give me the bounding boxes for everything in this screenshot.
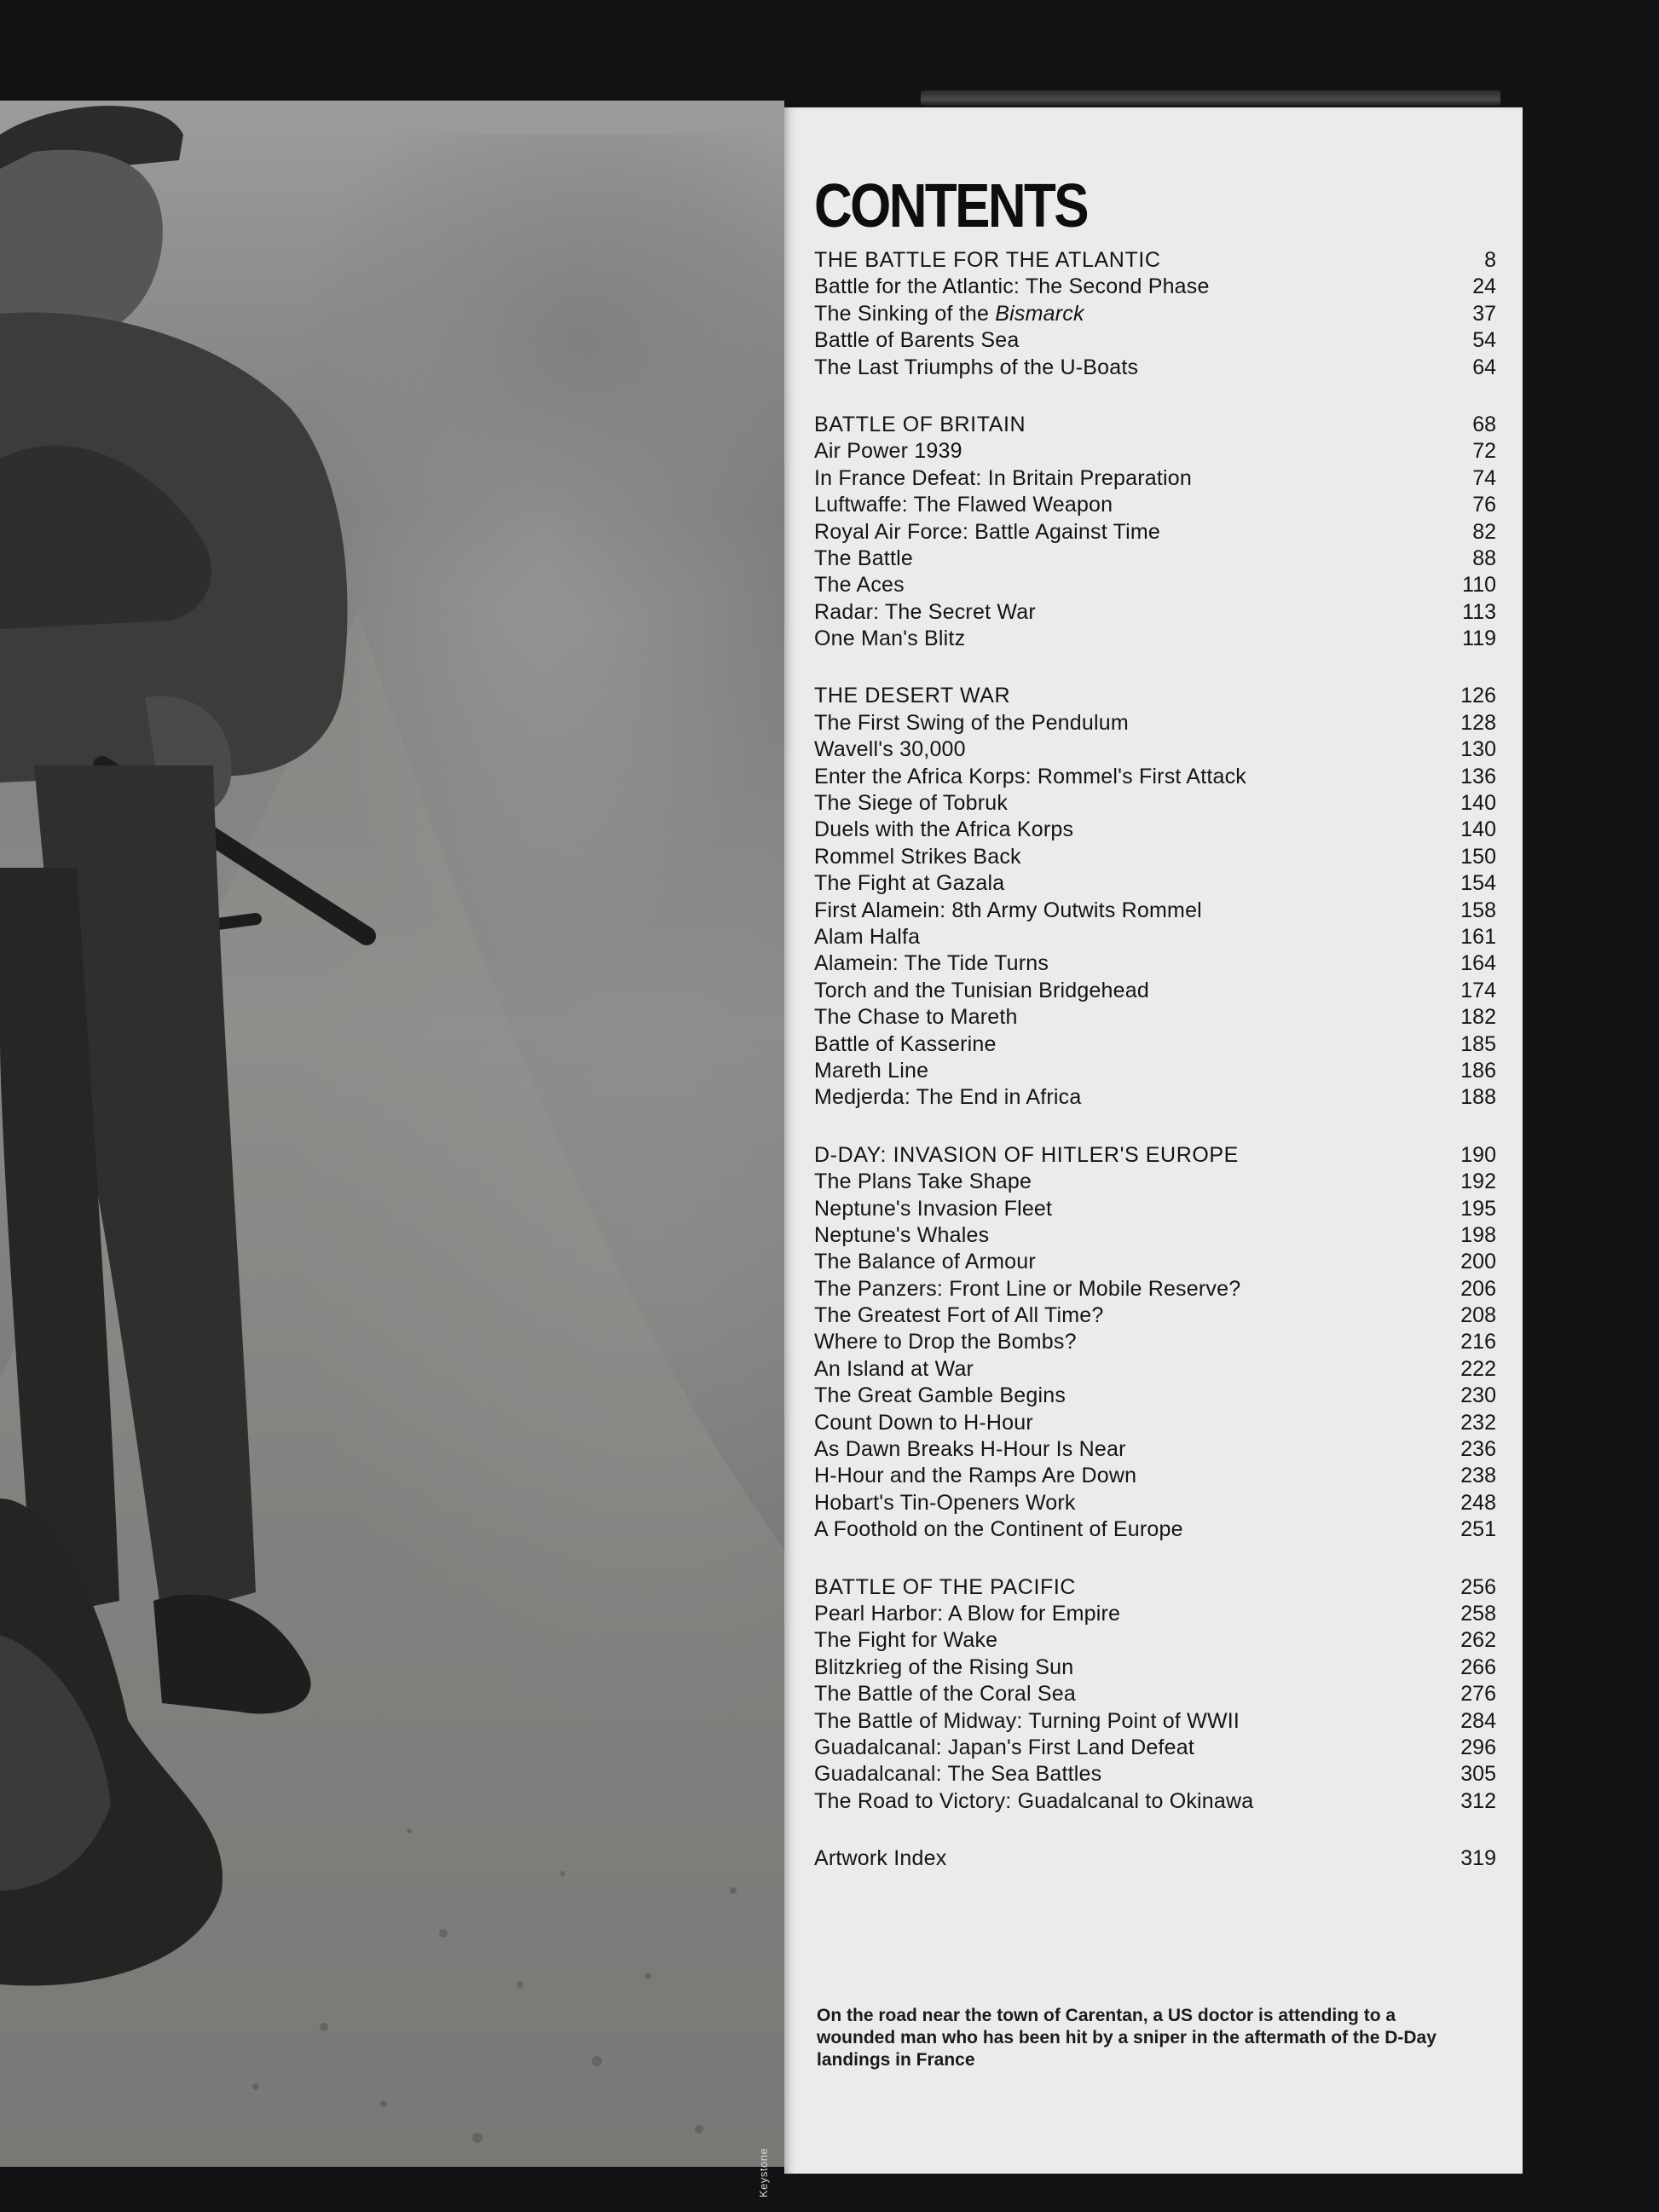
toc-entry-title: The Balance of Armour [814,1250,1036,1274]
toc-entry-title: Neptune's Whales [814,1222,990,1247]
toc-page-number: 192 [1460,1170,1496,1194]
toc-entry [814,1356,1496,1383]
toc-entry [814,1058,1496,1084]
toc-entry [814,978,1496,1004]
toc-section-title: D-DAY: INVASION OF HITLER'S EUROPE [814,1142,1239,1167]
contents-heading: CONTENTS [814,172,1087,240]
toc-entry [814,736,1496,763]
toc-entry-title: Where to Drop the Bombs? [814,1330,1077,1354]
toc-page-number: 190 [1460,1142,1496,1167]
toc-entry [814,924,1496,950]
toc-section-title: BATTLE OF THE PACIFIC [814,1574,1077,1599]
toc-entry-title: Wavell's 30,000 [814,737,966,762]
toc-entry-title: The Battle of Midway: Turning Point of WWII [814,1708,1240,1733]
toc-entry-title: One Man's Blitz [814,627,966,651]
toc-page-number: 222 [1460,1356,1496,1381]
toc-page-number: 198 [1460,1222,1496,1247]
toc-entry [814,492,1496,518]
toc-entry [814,626,1496,652]
toc-entry [814,898,1496,924]
toc-entry-title: The Aces [814,573,905,598]
toc-entry-title-prefix: The Sinking of the [814,301,996,326]
toc-entry [814,1276,1496,1302]
toc-entry [814,465,1496,492]
toc-page-number: 182 [1460,1005,1496,1030]
toc-page-number: 110 [1462,573,1496,598]
toc-page-number: 305 [1460,1762,1496,1787]
toc-page-number: 238 [1460,1464,1496,1488]
toc-page-number: 248 [1460,1490,1496,1515]
toc-entry [814,327,1496,354]
toc-entry [814,1655,1496,1681]
toc-entry [814,1681,1496,1707]
toc-section-heading [814,1574,1496,1601]
toc-entry [814,1329,1496,1355]
toc-section-heading [814,1142,1496,1169]
toc-entry [814,1735,1496,1761]
toc-entry-title: As Dawn Breaks H-Hour Is Near [814,1437,1126,1462]
toc-page-number: 136 [1460,764,1496,788]
toc-section-dday [814,1142,1496,1544]
toc-entry [814,438,1496,465]
soldier-photograph [0,101,784,2198]
toc-entry [814,1249,1496,1275]
toc-entry-title: Alamein: The Tide Turns [814,951,1049,976]
toc-page-number: 126 [1460,684,1496,708]
toc-entry [814,1516,1496,1543]
toc-entry [814,1169,1496,1195]
toc-entry [814,1004,1496,1031]
toc-entry [814,1761,1496,1788]
toc-page-number: 161 [1460,924,1496,949]
toc-page-number: 140 [1460,817,1496,842]
toc-entry [814,519,1496,546]
toc-entry [814,1627,1496,1654]
toc-section-heading [814,247,1496,274]
photo-caption: On the road near the town of Carentan, a US doctor is attending to a wounded man who has been hit by a sniper in the aftermath of the D-Day landings in France [817,2006,1436,2070]
toc-entry [814,1601,1496,1627]
toc-section-heading [814,412,1496,438]
toc-section-atlantic [814,247,1496,381]
toc-page-number: 72 [1472,439,1496,464]
toc-entry-title: Medjerda: The End in Africa [814,1085,1082,1110]
toc-page-number: 216 [1460,1330,1496,1354]
toc-page-number: 128 [1460,710,1496,735]
toc-entry [814,764,1496,790]
toc-page-number: 296 [1460,1735,1496,1759]
toc-entry [814,844,1496,870]
toc-entry-title: The Plans Take Shape [814,1170,1032,1194]
toc-entry-title: Battle of Kasserine [814,1031,997,1056]
toc-entry-title: Royal Air Force: Battle Against Time [814,519,1160,544]
toc-entry-title: Enter the Africa Korps: Rommel's First Attack [814,764,1246,788]
toc-page-number: 164 [1460,951,1496,976]
toc-entry-title: The Chase to Mareth [814,1005,1018,1030]
toc-entry-title: Artwork Index [814,1846,947,1871]
toc-entry-title-italic: Bismarck [995,301,1084,326]
toc-entry [814,1222,1496,1249]
toc-section-pacific [814,1574,1496,1816]
toc-page-number: 82 [1472,519,1496,544]
toc-page-number: 37 [1472,301,1496,326]
toc-page-number: 266 [1460,1655,1496,1679]
toc-page-number: 88 [1472,546,1496,570]
toc-artwork-index [814,1845,1496,1872]
toc-entry [814,1410,1496,1436]
toc-entry-title: Duels with the Africa Korps [814,817,1074,842]
toc-entry-title: Guadalcanal: The Sea Battles [814,1762,1102,1787]
toc-page-number: 64 [1472,355,1496,379]
toc-page-number: 256 [1460,1574,1496,1599]
toc-entry [814,1383,1496,1409]
toc-entry-title: The Last Triumphs of the U-Boats [814,355,1139,379]
toc-page-number: 68 [1472,412,1496,436]
toc-entry-title: The Great Gamble Begins [814,1383,1066,1408]
toc-entry [814,1084,1496,1111]
table-of-contents [814,247,1496,1872]
toc-entry [814,1302,1496,1329]
toc-page-number: 251 [1460,1517,1496,1542]
toc-page-number: 230 [1460,1383,1496,1408]
toc-entry [814,1031,1496,1058]
soldier-illustration [0,101,784,2167]
toc-page-number: 158 [1460,898,1496,922]
toc-page-number: 208 [1460,1303,1496,1328]
toc-page-number: 195 [1460,1196,1496,1221]
toc-page-number: 54 [1472,328,1496,353]
toc-entry [814,1463,1496,1489]
toc-entry [814,1788,1496,1815]
toc-section-title: THE BATTLE FOR THE ATLANTIC [814,248,1161,272]
toc-entry-title: Count Down to H-Hour [814,1410,1033,1435]
toc-entry-title: Hobart's Tin-Openers Work [814,1490,1076,1515]
toc-entry [814,790,1496,817]
toc-entry [814,546,1496,572]
toc-section-desert [814,683,1496,1111]
toc-page-number: 150 [1460,844,1496,869]
toc-entry-title: The Road to Victory: Guadalcanal to Okinawa [814,1788,1254,1813]
toc-entry-title: First Alamein: 8th Army Outwits Rommel [814,898,1202,922]
toc-entry-title: The Siege of Tobruk [814,791,1009,816]
toc-entry-title: Neptune's Invasion Fleet [814,1196,1053,1221]
toc-page-number: 232 [1460,1410,1496,1435]
toc-entry [814,1490,1496,1516]
toc-page-number: 186 [1460,1058,1496,1083]
toc-page-number: 200 [1460,1250,1496,1274]
toc-entry [814,870,1496,897]
toc-entry [814,817,1496,843]
toc-entry-title: An Island at War [814,1356,974,1381]
toc-section-title: BATTLE OF BRITAIN [814,412,1026,436]
toc-entry [814,950,1496,977]
toc-entry-title: Luftwaffe: The Flawed Weapon [814,493,1113,517]
toc-entry-title: The Greatest Fort of All Time? [814,1303,1104,1328]
toc-entry-title: Air Power 1939 [814,439,962,464]
toc-entry-title: In France Defeat: In Britain Preparation [814,465,1192,490]
toc-entry [814,599,1496,626]
toc-page-number: 113 [1462,599,1496,624]
toc-entry [814,1196,1496,1222]
toc-page-number: 284 [1460,1708,1496,1733]
toc-entry [814,710,1496,736]
toc-section-title: THE DESERT WAR [814,684,1011,708]
contents-page [784,107,1523,2174]
toc-entry [814,301,1496,327]
toc-entry-title: Pearl Harbor: A Blow for Empire [814,1601,1121,1626]
toc-page-number: 174 [1460,978,1496,1002]
toc-entry-title: The Battle [814,546,913,570]
toc-entry-title: Radar: The Secret War [814,599,1036,624]
toc-page-number: 154 [1460,871,1496,896]
toc-page-number: 188 [1460,1085,1496,1110]
toc-entry-title: Battle of Barents Sea [814,328,1020,353]
toc-page-number: 258 [1460,1601,1496,1626]
toc-entry [814,274,1496,300]
toc-entry-title [814,301,1084,327]
toc-entry-title: The Panzers: Front Line or Mobile Reserve? [814,1276,1241,1301]
toc-entry-title: Alam Halfa [814,924,921,949]
toc-section-heading [814,683,1496,709]
photo-credit: Keystone [757,2147,770,2198]
toc-entry-title: Blitzkrieg of the Rising Sun [814,1655,1074,1679]
toc-page-number: 312 [1460,1788,1496,1813]
toc-entry-title: Battle for the Atlantic: The Second Phase [814,274,1210,299]
toc-entry-title: A Foothold on the Continent of Europe [814,1517,1183,1542]
toc-page-number: 276 [1460,1682,1496,1707]
toc-entry [814,1708,1496,1735]
toc-page-number: 262 [1460,1628,1496,1653]
toc-entry-title: The First Swing of the Pendulum [814,710,1129,735]
book-edge [921,90,1500,106]
toc-page-number: 8 [1484,248,1496,272]
toc-entry [814,572,1496,598]
toc-entry-title: Guadalcanal: Japan's First Land Defeat [814,1735,1194,1759]
toc-page-number: 206 [1460,1276,1496,1301]
toc-page-number: 130 [1460,737,1496,762]
toc-entry-title: The Fight at Gazala [814,871,1005,896]
toc-page-number: 236 [1460,1437,1496,1462]
toc-page-number: 185 [1460,1031,1496,1056]
toc-page-number: 319 [1460,1846,1496,1871]
toc-entry-title: Mareth Line [814,1058,929,1083]
toc-page-number: 140 [1460,791,1496,816]
toc-entry-title: Rommel Strikes Back [814,844,1021,869]
toc-entry-title: The Battle of the Coral Sea [814,1682,1076,1707]
toc-page-number: 119 [1462,627,1496,651]
toc-page-number: 76 [1472,493,1496,517]
toc-entry-title: Torch and the Tunisian Bridgehead [814,978,1149,1002]
toc-entry-title: The Fight for Wake [814,1628,998,1653]
toc-entry [814,355,1496,381]
toc-page-number: 74 [1472,465,1496,490]
toc-page-number: 24 [1472,274,1496,299]
toc-section-britain [814,412,1496,653]
toc-entry [814,1436,1496,1463]
toc-entry-title: H-Hour and the Ramps Are Down [814,1464,1137,1488]
